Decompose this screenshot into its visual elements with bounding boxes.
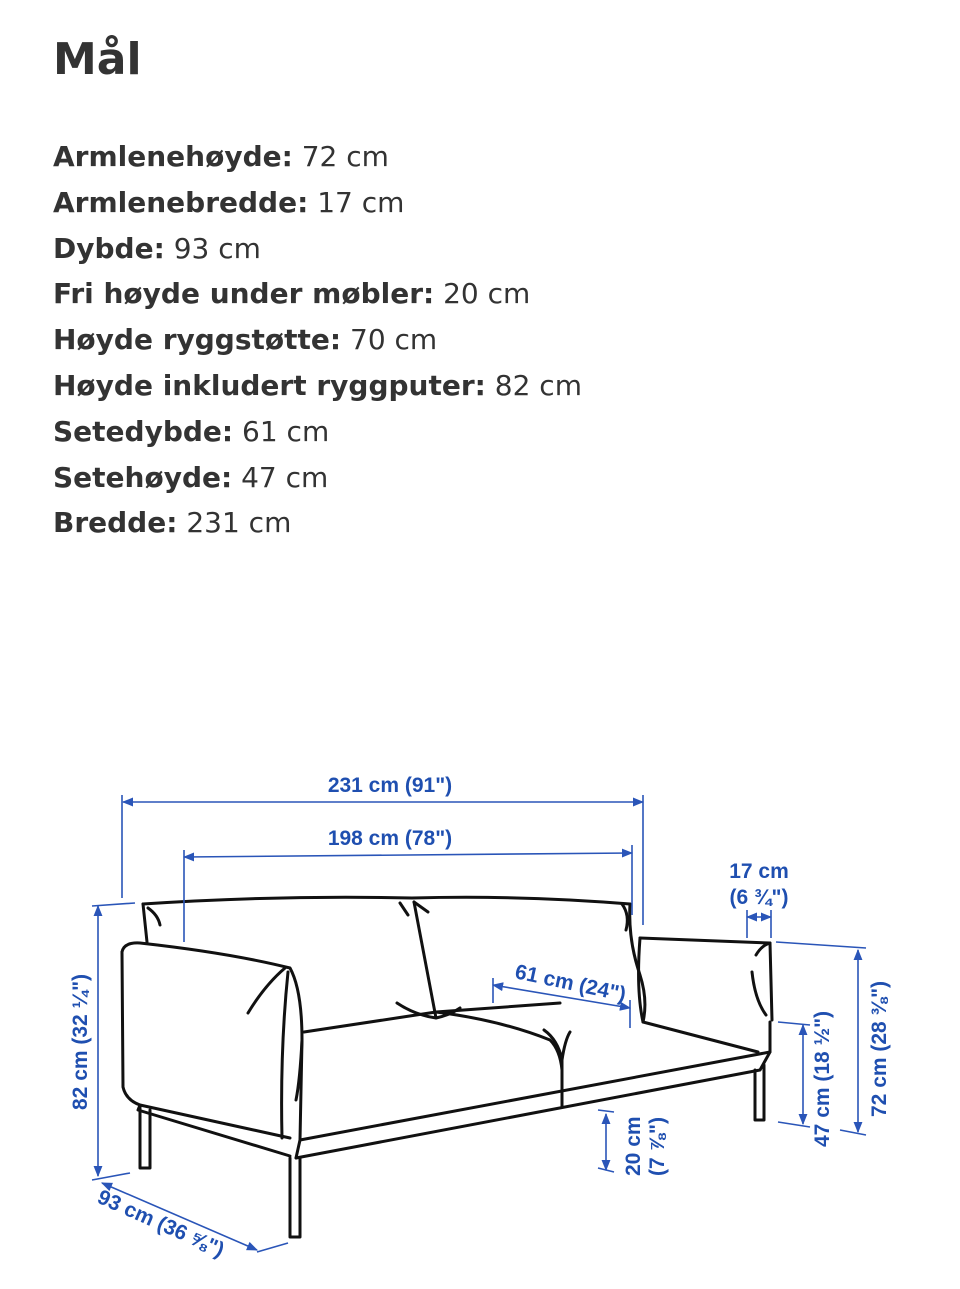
spec-label: Armlenehøyde: [53, 140, 293, 173]
spec-label: Setehøyde: [53, 460, 233, 494]
spec-label: Høyde inkludert ryggputer: [53, 368, 486, 402]
height-total-label: 82 cm (32 ¼") [69, 973, 92, 1110]
spec-label: Dybde: [53, 231, 165, 265]
spec-label: Høyde ryggstøtte: [53, 323, 342, 357]
spec-value: 17 cm [317, 185, 405, 219]
spec-label: Armlenebredde: [53, 185, 309, 219]
spec-value: 61 cm [242, 414, 330, 448]
spec-value: 20 cm [443, 277, 531, 311]
arm-width-in-label: (6 ¾") [729, 886, 789, 909]
spec-label: Fri høyde under møbler: [53, 277, 435, 311]
spec-label: Bredde: [53, 506, 178, 540]
page-title: Mål [53, 34, 142, 85]
spec-value: 72 cm [301, 140, 389, 173]
sofa-drawing [122, 897, 772, 1237]
arm-width-cm-label: 17 cm [729, 860, 789, 883]
depth-label: 93 cm (36 ⅝") [93, 1185, 228, 1262]
spec-value: 47 cm [241, 460, 329, 494]
spec-value: 82 cm [494, 368, 582, 402]
clearance-in-label: (7 ⅞") [646, 1117, 669, 1176]
arm-height-label: 72 cm (28 ⅜") [868, 980, 891, 1117]
width-total-label: 231 cm (91") [327, 774, 453, 797]
width-inner-label: 198 cm (78") [327, 827, 453, 850]
spec-value: 70 cm [350, 323, 438, 357]
spec-value: 231 cm [186, 506, 292, 540]
clearance-cm-label: 20 cm [622, 1116, 645, 1176]
seat-height-label: 47 cm (18 ½") [811, 1010, 834, 1147]
seat-depth-label: 61 cm (24") [512, 960, 628, 1007]
spec-value: 93 cm [173, 231, 261, 265]
spec-label: Setedybde: [53, 414, 234, 448]
